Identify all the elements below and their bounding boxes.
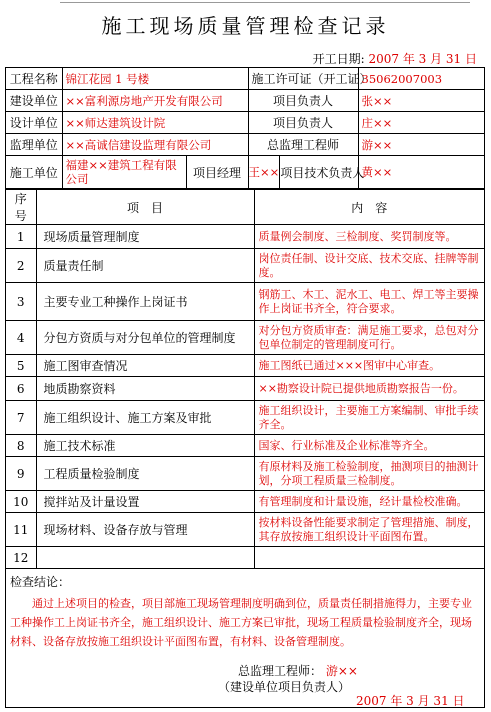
permit-value: 35062007003 bbox=[358, 68, 484, 90]
chief-engineer-label: 总监理工程师 bbox=[248, 134, 358, 156]
pm-label: 项目经理 bbox=[186, 156, 248, 189]
project-name-label: 工程名称 bbox=[6, 68, 62, 90]
item-no: 12 bbox=[6, 547, 36, 569]
project-name-row bbox=[6, 68, 484, 90]
item-no: 9 bbox=[6, 457, 36, 491]
pm-value: 王×× bbox=[249, 156, 281, 188]
supervisor-value: ××高诚信建设监理有限公司 bbox=[62, 134, 248, 156]
item-no: 1 bbox=[6, 225, 36, 249]
contractor-row bbox=[6, 156, 484, 189]
start-date-label: 开工日期: bbox=[312, 52, 365, 66]
designer-lead-value: 庄×× bbox=[358, 112, 484, 134]
builder-label: 建设单位 bbox=[6, 90, 62, 112]
designer-value: ××师达建筑设计院 bbox=[62, 112, 248, 134]
item-no: 10 bbox=[6, 491, 36, 513]
document-title: 施工现场质量管理检查记录 bbox=[101, 14, 390, 38]
builder-value: ××富利源房地产开发有限公司 bbox=[62, 90, 248, 112]
item-content: 钢筋工、木工、泥水工、电工、焊工等主要操作上岗证书齐全，符合要求。 bbox=[254, 283, 484, 321]
item-no: 3 bbox=[6, 283, 36, 321]
item-content: 施工图纸已通过×××图审中心审查。 bbox=[254, 355, 484, 377]
item-name: 地质勘察资料 bbox=[36, 377, 254, 401]
item-name: 主要专业工种操作上岗证书 bbox=[36, 283, 254, 321]
start-date bbox=[313, 50, 477, 67]
header-content: 内 容 bbox=[254, 190, 484, 225]
record-sheet bbox=[5, 67, 485, 708]
chief-engineer-value: 游×× bbox=[358, 134, 484, 156]
item-no: 11 bbox=[6, 513, 36, 547]
item-no: 6 bbox=[6, 377, 36, 401]
table-row bbox=[6, 491, 484, 513]
builder-lead-value: 张×× bbox=[358, 90, 484, 112]
project-info-table bbox=[6, 68, 484, 189]
item-no: 7 bbox=[6, 401, 36, 435]
table-row bbox=[6, 457, 484, 491]
item-no: 8 bbox=[6, 435, 36, 457]
table-row bbox=[6, 401, 484, 435]
table-row bbox=[6, 225, 484, 249]
item-no: 2 bbox=[6, 249, 36, 283]
items-header-row bbox=[6, 190, 484, 225]
signature-value: 游×× bbox=[325, 664, 358, 678]
item-content: 对分包方资质审查：满足施工要求，总包对分包单位制定的管理制度可行。 bbox=[254, 321, 484, 355]
supervisor-label: 监理单位 bbox=[6, 134, 62, 156]
signature-label: 总监理工程师： bbox=[238, 664, 323, 678]
item-name: 分包方资质与对分包单位的管理制度 bbox=[36, 321, 254, 355]
item-no: 5 bbox=[6, 355, 36, 377]
signature-line bbox=[238, 662, 358, 679]
signature-date: 2007 年 3 月 31 日 bbox=[356, 694, 465, 708]
permit-label: 施工许可证（开工证） bbox=[248, 68, 358, 90]
table-row bbox=[6, 355, 484, 377]
tech-lead-value: 黄×× bbox=[358, 156, 484, 189]
item-name: 现场质量管理制度 bbox=[36, 225, 254, 249]
table-row bbox=[6, 435, 484, 457]
item-no: 4 bbox=[6, 321, 36, 355]
item-content: 按材料设备性能要求制定了管理措施、制度，其存放按施工组织设计平面图布置。 bbox=[254, 513, 484, 547]
header-item: 项 目 bbox=[36, 190, 254, 225]
item-name: 工程质量检验制度 bbox=[36, 457, 254, 491]
item-name bbox=[36, 547, 254, 569]
supervisor-row bbox=[6, 134, 484, 156]
builder-lead-label: 项目负责人 bbox=[248, 90, 358, 112]
contractor-value: 福建××建筑工程有限公司 bbox=[62, 156, 186, 189]
top-rule bbox=[60, 2, 470, 3]
header-no: 序号 bbox=[6, 190, 36, 225]
builder-row bbox=[6, 90, 484, 112]
table-row bbox=[6, 377, 484, 401]
item-content: 质量例会制度、三检制度、奖罚制度等。 bbox=[254, 225, 484, 249]
table-row bbox=[6, 321, 484, 355]
table-row bbox=[6, 249, 484, 283]
item-content: 有管理制度和计量设施，经计量检校准确。 bbox=[254, 491, 484, 513]
conclusion-text: 通过上述项目的检查，项目部施工现场管理制度明确到位，质量责任制措施得力，主要专业工种操作工上岗证书齐全，施工组织设计、施工方案已审批，现场工程质量检验制度齐全，现场材料、设备存放按施工组织设计平面图布置，有材料、设备管理制度。 bbox=[10, 597, 472, 648]
contractor-label: 施工单位 bbox=[6, 156, 62, 189]
item-content: 施工组织设计，主要施工方案编制、审批手续齐全。 bbox=[254, 401, 484, 435]
item-name: 施工图审查情况 bbox=[36, 355, 254, 377]
signature-subtitle: （建设单位项目负责人） bbox=[218, 680, 351, 694]
table-row bbox=[6, 283, 484, 321]
designer-row bbox=[6, 112, 484, 134]
project-name-value: 锦江花园 1 号楼 bbox=[62, 68, 248, 90]
item-content: 有原材料及施工检验制度，抽测项目的抽测计划，分项工程质量三检制度。 bbox=[254, 457, 484, 491]
table-row bbox=[6, 547, 484, 569]
item-name: 施工技术标准 bbox=[36, 435, 254, 457]
item-name: 现场材料、设备存放与管理 bbox=[36, 513, 254, 547]
conclusion-label: 检查结论： bbox=[10, 575, 71, 589]
item-content: 岗位责任制、设计交底、技术交底、挂牌等制度。 bbox=[254, 249, 484, 283]
start-date-value: 2007 年 3 月 31 日 bbox=[368, 52, 477, 66]
tech-lead-label: 项目技术负责人 bbox=[280, 165, 365, 180]
item-name: 施工组织设计、施工方案及审批 bbox=[36, 401, 254, 435]
item-content: 国家、行业标准及企业标准等齐全。 bbox=[254, 435, 484, 457]
pm-tech-cell bbox=[248, 156, 365, 189]
table-row bbox=[6, 513, 484, 547]
item-content: ××勘察设计院已提供地质勘察报告一份。 bbox=[254, 377, 484, 401]
conclusion-section bbox=[6, 569, 484, 651]
item-name: 搅拌站及计量设置 bbox=[36, 491, 254, 513]
check-items-table bbox=[6, 189, 484, 569]
designer-label: 设计单位 bbox=[6, 112, 62, 134]
designer-lead-label: 项目负责人 bbox=[248, 112, 358, 134]
item-name: 质量责任制 bbox=[36, 249, 254, 283]
item-content bbox=[254, 547, 484, 569]
